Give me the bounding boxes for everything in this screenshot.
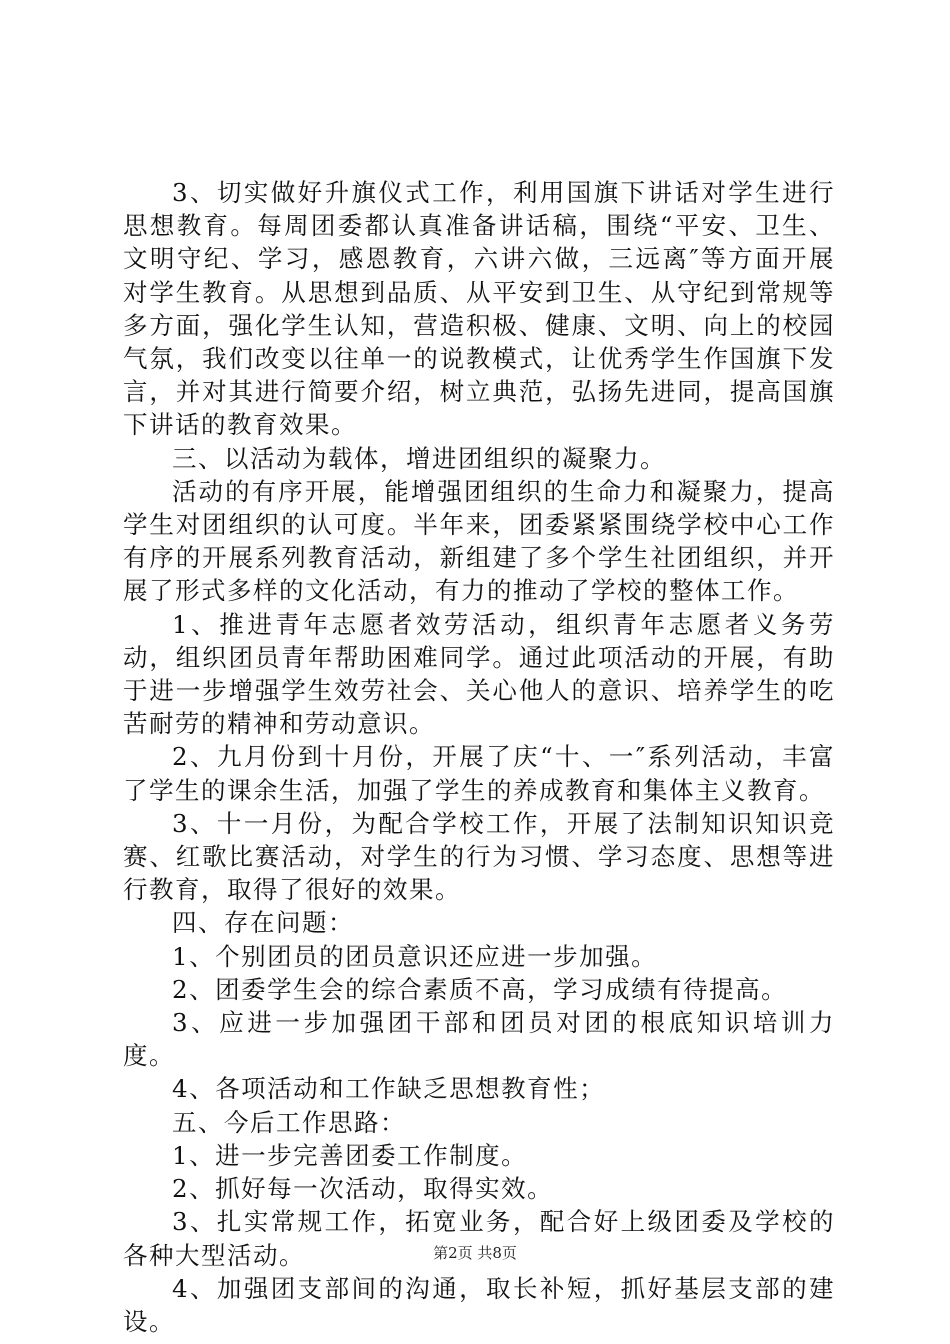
document-body <box>123 176 835 1338</box>
problem-item-4: 4、各项活动和工作缺乏思想教育性； <box>172 1074 606 1104</box>
plan-item-2: 2、抓好每一次活动，取得实效。 <box>172 1174 554 1204</box>
paragraph-november-events: 3、十一月份，为配合学校工作，开展了法制知识知识竞赛、红歌比赛活动，对学生的行为习惯、学习态度、思想等进行教育，取得了很好的效果。 <box>123 808 835 905</box>
problem-item-1: 1、个别团员的团员意识还应进一步加强。 <box>172 941 658 971</box>
page-number-footer: 第2页 共8页 <box>433 1244 517 1262</box>
heading-section-five: 五、今后工作思路： <box>172 1107 406 1137</box>
paragraph-volunteer-service: 1、推进青年志愿者效劳活动，组织青年志愿者义务劳动，组织团员青年帮助困难同学。通过此项活动的开展，有助于进一步增强学生效劳社会、关心他人的意识、培养学生的吃苦耐劳的精神和劳动意识。 <box>123 609 835 739</box>
plan-item-1: 1、进一步完善团委工作制度。 <box>172 1140 528 1170</box>
plan-item-3: 3、扎实常规工作，拓宽业务，配合好上级团委及学校的各种大型活动。 <box>123 1207 835 1270</box>
heading-section-four: 四、存在问题： <box>172 908 354 938</box>
paragraph-national-day: 2、九月份到十月份，开展了庆“十、一″系列活动，丰富了学生的课余生活，加强了学生的养成教育和集体主义教育。 <box>123 742 835 805</box>
problem-item-3: 3、应进一步加强团干部和团员对团的根底知识培训力度。 <box>123 1008 835 1071</box>
paragraph-flag-raising: 3、切实做好升旗仪式工作，利用国旗下讲话对学生进行思想教育。每周团委都认真准备讲话稿，围绕“平安、卫生、文明守纪、学习，感恩教育，六讲六做，三远离″等方面开展对学生教育。从思想到品质、从平安到卫生、从守纪到常规等多方面，强化学生认知，营造积极、健康、文明、向上的校园气氛，我们改变以往单一的说教模式，让优秀学生作国旗下发言，并对其进行简要介绍，树立典范，弘扬先进同，提高国旗下讲话的教育效果。 <box>123 178 835 440</box>
plan-item-4: 4、加强团支部间的沟通，取长补短，抓好基层支部的建设。 <box>123 1273 835 1336</box>
paragraph-activities-intro: 活动的有序开展，能增强团组织的生命力和凝聚力，提高学生对团组织的认可度。半年来，团委紧紧围绕学校中心工作有序的开展系列教育活动，新组建了多个学生社团组织，并开展了形式多样的文化活动，有力的推动了学校的整体工作。 <box>123 476 835 606</box>
problem-item-2: 2、团委学生会的综合素质不高，学习成绩有待提高。 <box>172 974 788 1004</box>
heading-section-three: 三、以活动为载体，增进团组织的凝聚力。 <box>172 443 666 473</box>
